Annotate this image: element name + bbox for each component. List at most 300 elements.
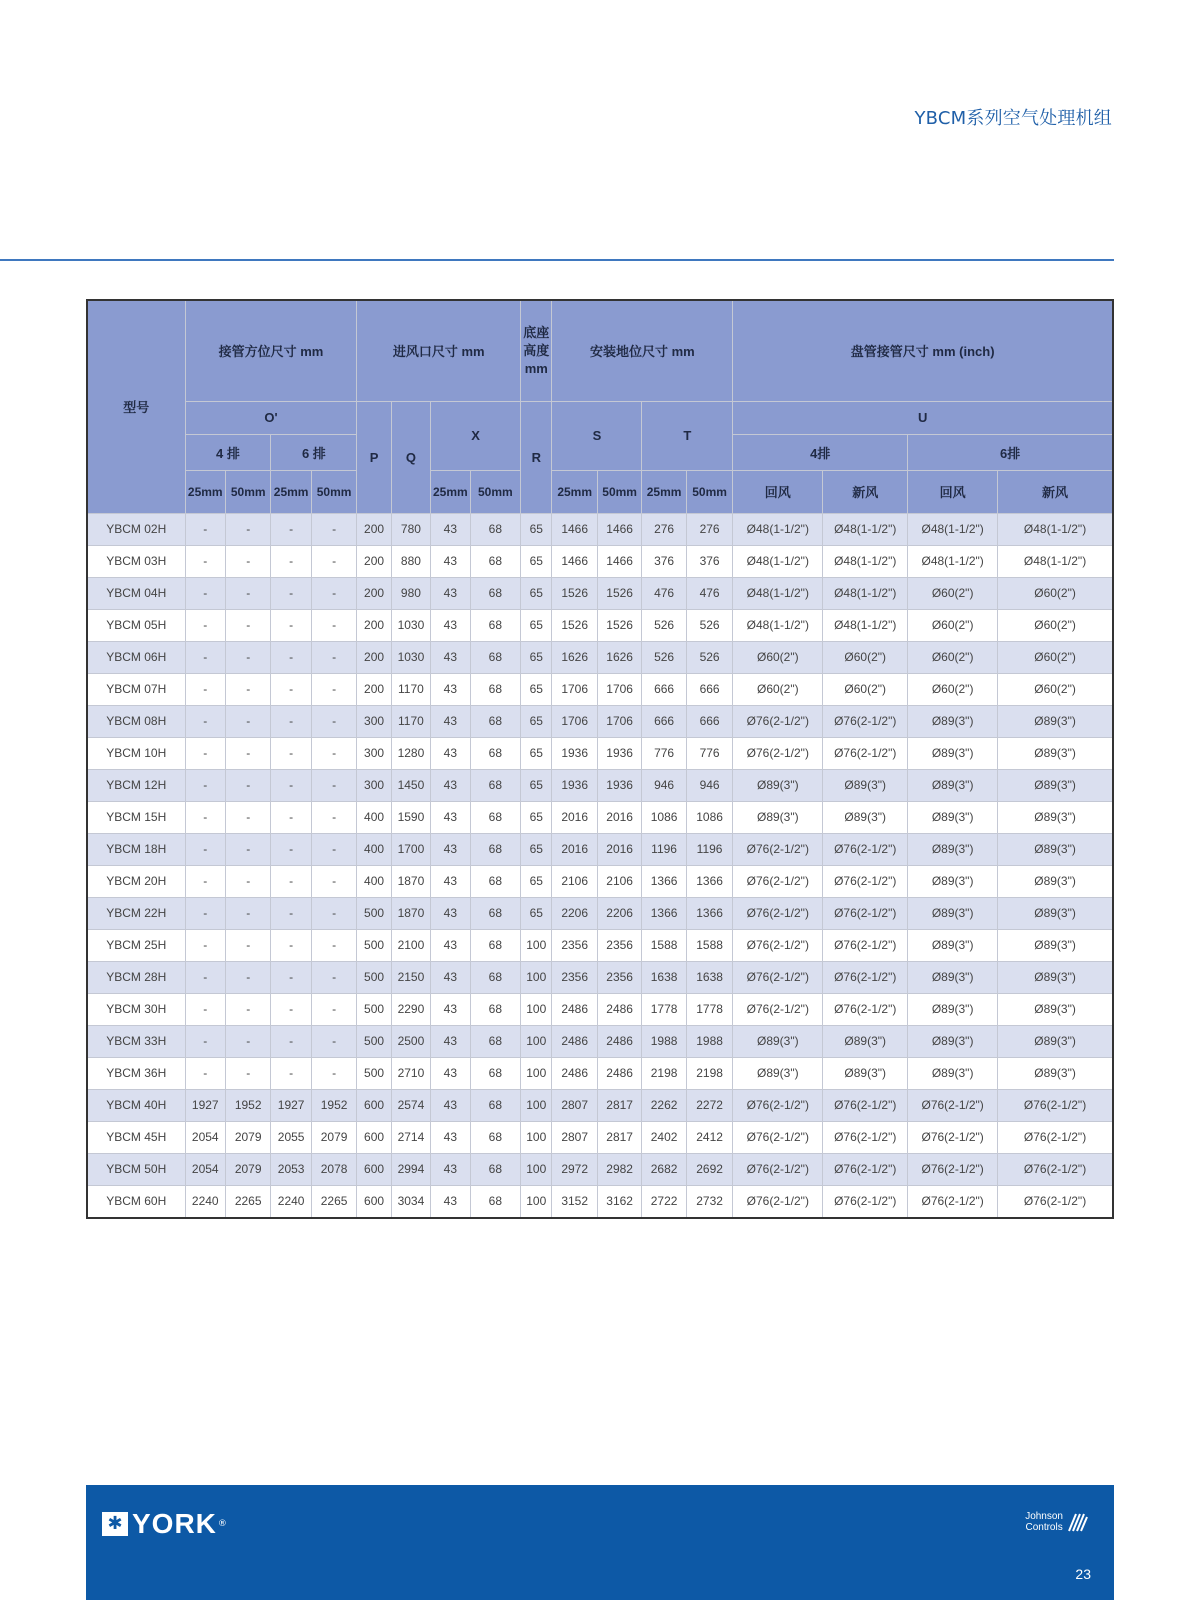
cell-s-25mm: 2807 <box>552 1089 597 1121</box>
cell-s-50mm: 2356 <box>597 961 641 993</box>
cell-o4-25mm: 1927 <box>185 1089 225 1121</box>
table-row <box>87 1153 1113 1185</box>
header-X-50mm: 50mm <box>470 470 521 513</box>
cell-o4-25mm: - <box>185 641 225 673</box>
cell-model: YBCM 12H <box>87 769 185 801</box>
cell-t-50mm: 666 <box>686 673 733 705</box>
cell-o4-50mm: - <box>225 737 270 769</box>
cell-o4-25mm: - <box>185 705 225 737</box>
cell-u4-return: Ø76(2-1/2") <box>733 1121 823 1153</box>
cell-x-50mm: 68 <box>470 865 521 897</box>
cell-u6-return: Ø48(1-1/2") <box>908 545 998 577</box>
cell-o6-50mm: - <box>311 833 357 865</box>
cell-o6-25mm: - <box>271 673 311 705</box>
cell-o6-25mm: - <box>271 929 311 961</box>
cell-p: 600 <box>357 1185 391 1218</box>
cell-o6-25mm: - <box>271 1025 311 1057</box>
cell-model: YBCM 33H <box>87 1025 185 1057</box>
cell-s-25mm: 3152 <box>552 1185 597 1218</box>
cell-q: 2994 <box>391 1153 430 1185</box>
cell-x-50mm: 68 <box>470 993 521 1025</box>
cell-o6-25mm: - <box>271 769 311 801</box>
cell-o4-50mm: - <box>225 801 270 833</box>
cell-x-50mm: 68 <box>470 705 521 737</box>
cell-x-50mm: 68 <box>470 897 521 929</box>
cell-s-50mm: 2817 <box>597 1089 641 1121</box>
cell-s-25mm: 2206 <box>552 897 597 929</box>
cell-p: 500 <box>357 993 391 1025</box>
cell-u6-fresh: Ø89(3") <box>998 961 1113 993</box>
header-base-height: 底座高度mm <box>521 300 552 401</box>
header-O-4rows: 4 排 <box>185 434 271 470</box>
table-row <box>87 545 1113 577</box>
johnson-controls-line1: Johnson <box>1025 1511 1063 1522</box>
cell-o6-25mm: - <box>271 865 311 897</box>
cell-r: 65 <box>521 769 552 801</box>
table-row <box>87 865 1113 897</box>
cell-q: 2290 <box>391 993 430 1025</box>
cell-o6-50mm: - <box>311 577 357 609</box>
cell-o4-50mm: - <box>225 769 270 801</box>
cell-u6-return: Ø89(3") <box>908 961 998 993</box>
cell-o4-25mm: - <box>185 609 225 641</box>
cell-u4-fresh: Ø89(3") <box>823 769 908 801</box>
cell-t-25mm: 1086 <box>642 801 686 833</box>
cell-o4-50mm: - <box>225 1025 270 1057</box>
cell-o6-50mm: - <box>311 961 357 993</box>
cell-o4-25mm: - <box>185 1025 225 1057</box>
cell-p: 200 <box>357 577 391 609</box>
cell-t-25mm: 2722 <box>642 1185 686 1218</box>
cell-s-25mm: 1526 <box>552 609 597 641</box>
cell-o6-25mm: - <box>271 897 311 929</box>
york-logo <box>102 1508 227 1540</box>
cell-x-25mm: 43 <box>431 801 470 833</box>
cell-x-50mm: 68 <box>470 961 521 993</box>
table-row <box>87 833 1113 865</box>
cell-x-25mm: 43 <box>431 577 470 609</box>
cell-s-25mm: 1626 <box>552 641 597 673</box>
header-O4-25mm: 25mm <box>185 470 225 513</box>
cell-u6-fresh: Ø48(1-1/2") <box>998 513 1113 545</box>
table-row <box>87 609 1113 641</box>
cell-s-25mm: 2972 <box>552 1153 597 1185</box>
cell-x-25mm: 43 <box>431 769 470 801</box>
cell-u6-fresh: Ø48(1-1/2") <box>998 545 1113 577</box>
cell-u4-return: Ø48(1-1/2") <box>733 609 823 641</box>
cell-p: 300 <box>357 769 391 801</box>
cell-p: 600 <box>357 1121 391 1153</box>
cell-r: 65 <box>521 641 552 673</box>
cell-o6-25mm: - <box>271 609 311 641</box>
cell-t-25mm: 526 <box>642 609 686 641</box>
cell-t-50mm: 1196 <box>686 833 733 865</box>
cell-p: 600 <box>357 1089 391 1121</box>
cell-x-25mm: 43 <box>431 961 470 993</box>
cell-r: 100 <box>521 1185 552 1218</box>
cell-u6-return: Ø48(1-1/2") <box>908 513 998 545</box>
cell-u6-fresh: Ø89(3") <box>998 801 1113 833</box>
cell-u6-fresh: Ø76(2-1/2") <box>998 1089 1113 1121</box>
cell-s-50mm: 2486 <box>597 1057 641 1089</box>
cell-u4-return: Ø89(3") <box>733 1025 823 1057</box>
cell-model: YBCM 02H <box>87 513 185 545</box>
cell-o4-25mm: 2240 <box>185 1185 225 1218</box>
cell-u4-return: Ø48(1-1/2") <box>733 545 823 577</box>
cell-model: YBCM 25H <box>87 929 185 961</box>
cell-o6-50mm: - <box>311 1025 357 1057</box>
cell-u4-fresh: Ø76(2-1/2") <box>823 865 908 897</box>
cell-x-25mm: 43 <box>431 545 470 577</box>
cell-s-25mm: 2486 <box>552 1057 597 1089</box>
cell-u6-return: Ø89(3") <box>908 897 998 929</box>
york-wordmark: YORK <box>132 1508 217 1539</box>
cell-p: 300 <box>357 705 391 737</box>
cell-o4-50mm: - <box>225 897 270 929</box>
cell-s-50mm: 1466 <box>597 513 641 545</box>
cell-o4-25mm: 2054 <box>185 1121 225 1153</box>
cell-u6-return: Ø60(2") <box>908 641 998 673</box>
cell-model: YBCM 28H <box>87 961 185 993</box>
cell-x-50mm: 68 <box>470 609 521 641</box>
cell-o6-25mm: - <box>271 737 311 769</box>
cell-t-25mm: 946 <box>642 769 686 801</box>
cell-u6-fresh: Ø89(3") <box>998 929 1113 961</box>
cell-t-25mm: 2402 <box>642 1121 686 1153</box>
cell-u4-fresh: Ø60(2") <box>823 641 908 673</box>
cell-u4-fresh: Ø48(1-1/2") <box>823 513 908 545</box>
cell-q: 2714 <box>391 1121 430 1153</box>
header-R: R <box>521 401 552 513</box>
cell-o4-25mm: - <box>185 769 225 801</box>
cell-x-25mm: 43 <box>431 1089 470 1121</box>
cell-x-25mm: 43 <box>431 865 470 897</box>
cell-s-25mm: 1936 <box>552 737 597 769</box>
table-row <box>87 641 1113 673</box>
cell-o6-25mm: - <box>271 961 311 993</box>
cell-t-25mm: 1988 <box>642 1025 686 1057</box>
cell-u4-return: Ø76(2-1/2") <box>733 1089 823 1121</box>
cell-o6-25mm: - <box>271 513 311 545</box>
cell-u4-return: Ø48(1-1/2") <box>733 577 823 609</box>
cell-o4-25mm: - <box>185 1057 225 1089</box>
cell-x-25mm: 43 <box>431 673 470 705</box>
table-row <box>87 513 1113 545</box>
header-O: O' <box>185 401 357 434</box>
header-U4-return-air: 回风 <box>733 470 823 513</box>
header-S-25mm: 25mm <box>552 470 597 513</box>
cell-u4-fresh: Ø48(1-1/2") <box>823 609 908 641</box>
cell-x-50mm: 68 <box>470 929 521 961</box>
cell-s-50mm: 1526 <box>597 577 641 609</box>
cell-r: 100 <box>521 1057 552 1089</box>
cell-o6-50mm: - <box>311 609 357 641</box>
cell-q: 780 <box>391 513 430 545</box>
cell-t-50mm: 1588 <box>686 929 733 961</box>
cell-s-25mm: 1466 <box>552 545 597 577</box>
cell-t-50mm: 276 <box>686 513 733 545</box>
cell-x-50mm: 68 <box>470 545 521 577</box>
cell-r: 65 <box>521 673 552 705</box>
cell-r: 65 <box>521 801 552 833</box>
cell-x-25mm: 43 <box>431 1121 470 1153</box>
cell-model: YBCM 18H <box>87 833 185 865</box>
cell-o4-50mm: - <box>225 673 270 705</box>
cell-x-50mm: 68 <box>470 513 521 545</box>
cell-s-25mm: 1706 <box>552 705 597 737</box>
cell-o6-25mm: 1927 <box>271 1089 311 1121</box>
table-row <box>87 1057 1113 1089</box>
cell-x-50mm: 68 <box>470 737 521 769</box>
cell-model: YBCM 08H <box>87 705 185 737</box>
cell-o4-25mm: 2054 <box>185 1153 225 1185</box>
cell-o6-25mm: - <box>271 1057 311 1089</box>
cell-o4-50mm: 2265 <box>225 1185 270 1218</box>
cell-t-25mm: 1588 <box>642 929 686 961</box>
cell-x-50mm: 68 <box>470 1185 521 1218</box>
cell-u6-return: Ø60(2") <box>908 609 998 641</box>
cell-x-25mm: 43 <box>431 737 470 769</box>
cell-x-50mm: 68 <box>470 801 521 833</box>
cell-o4-25mm: - <box>185 929 225 961</box>
cell-u4-return: Ø60(2") <box>733 673 823 705</box>
cell-x-25mm: 43 <box>431 609 470 641</box>
cell-t-50mm: 2272 <box>686 1089 733 1121</box>
cell-r: 65 <box>521 865 552 897</box>
cell-t-25mm: 476 <box>642 577 686 609</box>
cell-s-50mm: 2982 <box>597 1153 641 1185</box>
cell-u4-fresh: Ø48(1-1/2") <box>823 577 908 609</box>
cell-u4-fresh: Ø89(3") <box>823 1057 908 1089</box>
cell-q: 2500 <box>391 1025 430 1057</box>
cell-u4-return: Ø76(2-1/2") <box>733 1185 823 1218</box>
cell-u6-return: Ø89(3") <box>908 737 998 769</box>
cell-t-50mm: 1366 <box>686 897 733 929</box>
cell-o6-50mm: - <box>311 993 357 1025</box>
cell-p: 200 <box>357 641 391 673</box>
cell-t-50mm: 526 <box>686 609 733 641</box>
cell-model: YBCM 10H <box>87 737 185 769</box>
cell-o4-25mm: - <box>185 865 225 897</box>
cell-x-50mm: 68 <box>470 1057 521 1089</box>
cell-u4-fresh: Ø76(2-1/2") <box>823 1089 908 1121</box>
cell-u6-return: Ø89(3") <box>908 929 998 961</box>
cell-o4-50mm: - <box>225 865 270 897</box>
cell-s-50mm: 1626 <box>597 641 641 673</box>
cell-u4-fresh: Ø76(2-1/2") <box>823 1153 908 1185</box>
cell-u6-fresh: Ø89(3") <box>998 993 1113 1025</box>
johnson-controls-logo <box>1025 1511 1088 1533</box>
header-pipe-position: 接管方位尺寸 mm <box>185 300 357 401</box>
header-inlet-size: 进风口尺寸 mm <box>357 300 521 401</box>
cell-o6-25mm: - <box>271 641 311 673</box>
cell-o6-25mm: 2053 <box>271 1153 311 1185</box>
cell-u6-return: Ø89(3") <box>908 769 998 801</box>
table-row <box>87 1121 1113 1153</box>
cell-u4-return: Ø76(2-1/2") <box>733 897 823 929</box>
cell-x-50mm: 68 <box>470 1089 521 1121</box>
cell-o4-50mm: - <box>225 961 270 993</box>
cell-s-25mm: 2486 <box>552 993 597 1025</box>
cell-t-50mm: 1988 <box>686 1025 733 1057</box>
cell-p: 200 <box>357 673 391 705</box>
table-row <box>87 993 1113 1025</box>
header-X-25mm: 25mm <box>431 470 470 513</box>
cell-x-25mm: 43 <box>431 513 470 545</box>
cell-s-25mm: 2356 <box>552 961 597 993</box>
cell-u6-return: Ø89(3") <box>908 1025 998 1057</box>
table-row <box>87 673 1113 705</box>
cell-q: 2100 <box>391 929 430 961</box>
cell-p: 300 <box>357 737 391 769</box>
header-O6-50mm: 50mm <box>311 470 357 513</box>
cell-s-25mm: 1526 <box>552 577 597 609</box>
table-row <box>87 737 1113 769</box>
cell-r: 65 <box>521 705 552 737</box>
header-S-50mm: 50mm <box>597 470 641 513</box>
cell-s-50mm: 1466 <box>597 545 641 577</box>
table-row <box>87 769 1113 801</box>
cell-t-25mm: 1366 <box>642 865 686 897</box>
header-T-50mm: 50mm <box>686 470 733 513</box>
cell-o6-50mm: 2265 <box>311 1185 357 1218</box>
header-U-4rows: 4排 <box>733 434 908 470</box>
cell-model: YBCM 50H <box>87 1153 185 1185</box>
cell-model: YBCM 15H <box>87 801 185 833</box>
cell-u4-return: Ø76(2-1/2") <box>733 993 823 1025</box>
cell-o4-50mm: - <box>225 545 270 577</box>
cell-u6-fresh: Ø89(3") <box>998 833 1113 865</box>
cell-x-50mm: 68 <box>470 769 521 801</box>
cell-u4-fresh: Ø76(2-1/2") <box>823 705 908 737</box>
cell-t-25mm: 666 <box>642 705 686 737</box>
cell-o4-25mm: - <box>185 737 225 769</box>
cell-u6-return: Ø76(2-1/2") <box>908 1185 998 1218</box>
cell-p: 500 <box>357 961 391 993</box>
cell-u4-return: Ø76(2-1/2") <box>733 705 823 737</box>
header-S: S <box>552 401 642 470</box>
cell-u6-fresh: Ø76(2-1/2") <box>998 1185 1113 1218</box>
york-snowflake-icon: ✱ <box>102 1512 128 1536</box>
cell-t-25mm: 2198 <box>642 1057 686 1089</box>
cell-u4-return: Ø89(3") <box>733 801 823 833</box>
cell-o4-50mm: 1952 <box>225 1089 270 1121</box>
cell-s-50mm: 2206 <box>597 897 641 929</box>
cell-o4-25mm: - <box>185 801 225 833</box>
cell-t-25mm: 1778 <box>642 993 686 1025</box>
header-O6-25mm: 25mm <box>271 470 311 513</box>
cell-p: 500 <box>357 897 391 929</box>
cell-r: 100 <box>521 1153 552 1185</box>
cell-p: 600 <box>357 1153 391 1185</box>
cell-p: 200 <box>357 545 391 577</box>
cell-p: 400 <box>357 865 391 897</box>
cell-o4-50mm: - <box>225 1057 270 1089</box>
cell-o6-25mm: - <box>271 801 311 833</box>
cell-s-50mm: 1526 <box>597 609 641 641</box>
cell-s-25mm: 1706 <box>552 673 597 705</box>
cell-u6-return: Ø89(3") <box>908 1057 998 1089</box>
cell-model: YBCM 30H <box>87 993 185 1025</box>
cell-u6-return: Ø60(2") <box>908 673 998 705</box>
cell-r: 65 <box>521 897 552 929</box>
header-U6-fresh-air: 新风 <box>998 470 1113 513</box>
header-Q: Q <box>391 401 430 513</box>
header-divider <box>0 259 1114 261</box>
cell-o6-25mm: 2055 <box>271 1121 311 1153</box>
cell-q: 1700 <box>391 833 430 865</box>
cell-u6-fresh: Ø89(3") <box>998 897 1113 929</box>
cell-u4-return: Ø89(3") <box>733 1057 823 1089</box>
cell-u4-return: Ø76(2-1/2") <box>733 961 823 993</box>
cell-t-50mm: 376 <box>686 545 733 577</box>
cell-t-25mm: 526 <box>642 641 686 673</box>
cell-o6-25mm: - <box>271 705 311 737</box>
cell-q: 2710 <box>391 1057 430 1089</box>
cell-t-50mm: 1638 <box>686 961 733 993</box>
cell-t-50mm: 2198 <box>686 1057 733 1089</box>
cell-model: YBCM 20H <box>87 865 185 897</box>
cell-s-25mm: 1466 <box>552 513 597 545</box>
cell-o4-50mm: 2079 <box>225 1153 270 1185</box>
cell-p: 500 <box>357 1057 391 1089</box>
cell-o4-50mm: - <box>225 929 270 961</box>
cell-t-50mm: 946 <box>686 769 733 801</box>
spec-table <box>86 299 1114 1219</box>
cell-model: YBCM 05H <box>87 609 185 641</box>
cell-model: YBCM 40H <box>87 1089 185 1121</box>
cell-o6-50mm: - <box>311 1057 357 1089</box>
cell-p: 400 <box>357 801 391 833</box>
page-header-title: YBCM系列空气处理机组 <box>914 108 1112 129</box>
header-T-25mm: 25mm <box>642 470 686 513</box>
cell-u6-fresh: Ø60(2") <box>998 641 1113 673</box>
cell-s-25mm: 1936 <box>552 769 597 801</box>
cell-s-50mm: 1936 <box>597 769 641 801</box>
cell-o6-50mm: - <box>311 641 357 673</box>
cell-x-25mm: 43 <box>431 1025 470 1057</box>
table-row <box>87 961 1113 993</box>
cell-r: 65 <box>521 833 552 865</box>
cell-model: YBCM 07H <box>87 673 185 705</box>
cell-o4-50mm: - <box>225 641 270 673</box>
cell-x-50mm: 68 <box>470 1153 521 1185</box>
cell-t-50mm: 476 <box>686 577 733 609</box>
cell-t-50mm: 666 <box>686 705 733 737</box>
cell-u4-fresh: Ø89(3") <box>823 801 908 833</box>
cell-u4-fresh: Ø76(2-1/2") <box>823 737 908 769</box>
cell-r: 100 <box>521 1089 552 1121</box>
cell-q: 1280 <box>391 737 430 769</box>
cell-x-25mm: 43 <box>431 641 470 673</box>
cell-p: 500 <box>357 929 391 961</box>
cell-x-25mm: 43 <box>431 897 470 929</box>
cell-t-25mm: 276 <box>642 513 686 545</box>
cell-s-50mm: 2817 <box>597 1121 641 1153</box>
cell-u6-fresh: Ø89(3") <box>998 1057 1113 1089</box>
cell-u4-return: Ø76(2-1/2") <box>733 929 823 961</box>
johnson-controls-line2: Controls <box>1025 1522 1063 1533</box>
header-O4-50mm: 50mm <box>225 470 270 513</box>
cell-q: 2574 <box>391 1089 430 1121</box>
cell-o6-50mm: - <box>311 801 357 833</box>
cell-u6-fresh: Ø76(2-1/2") <box>998 1153 1113 1185</box>
cell-t-50mm: 2412 <box>686 1121 733 1153</box>
cell-model: YBCM 60H <box>87 1185 185 1218</box>
cell-o6-50mm: - <box>311 545 357 577</box>
cell-t-50mm: 2732 <box>686 1185 733 1218</box>
cell-r: 65 <box>521 513 552 545</box>
